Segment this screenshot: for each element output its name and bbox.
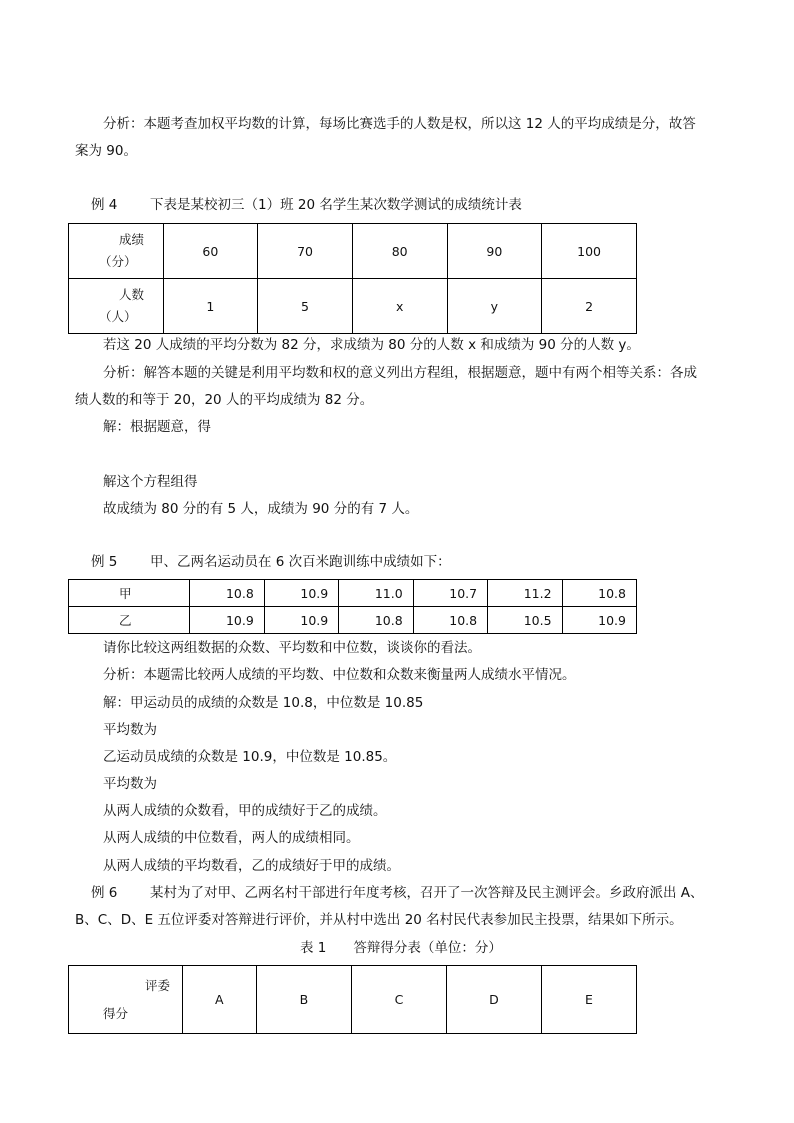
table-cell: 10.7 — [413, 580, 487, 607]
table-caption: 表 1 答辩得分表（单位：分） — [300, 940, 502, 956]
table-cell: 10.8 — [562, 580, 636, 607]
header-score: 成绩 — [119, 232, 145, 247]
example-4-analysis-cont: 绩人数的和等于 20，20 人的平均成绩为 82 分。 — [75, 392, 374, 408]
header-score-unit: （分） — [99, 254, 137, 269]
table-cell: 10.9 — [562, 607, 636, 634]
header-count: 人数 — [119, 287, 145, 302]
example-6-text-cont: B、C、D、E 五位评委对答辩进行评价，并从村中选出 20 名村民代表参加民主投票，结果如下所示。 — [75, 912, 683, 928]
example-5-title: 甲、乙两名运动员在 6 次百米跑训练中成绩如下： — [149, 554, 451, 570]
example-4-heading — [91, 196, 522, 214]
example-5-line: 请你比较这两组数据的众数、平均数和中位数，谈谈你的看法。 — [103, 640, 481, 656]
example-4-solve-system: 解这个方程组得 — [103, 474, 198, 490]
example-4-analysis: 分析：解答本题的关键是利用平均数和权的意义列出方程组，根据题意，题中有两个相等关系：各成 — [103, 365, 697, 381]
debate-score-table — [68, 965, 637, 1034]
table-cell: 10.9 — [264, 580, 338, 607]
judge-column-header: D — [446, 966, 541, 1034]
table-cell: y — [447, 279, 542, 334]
header-score: 得分 — [103, 1005, 129, 1021]
example-4-title: 下表是某校初三（1）班 20 名学生某次数学测试的成绩统计表 — [149, 197, 522, 213]
table-cell: 11.2 — [488, 580, 562, 607]
example-5-line: 平均数为 — [103, 722, 157, 738]
table-cell: 10.9 — [190, 607, 264, 634]
score-stat-table — [68, 223, 637, 334]
sprint-times-table — [68, 579, 637, 634]
table-cell: 1 — [163, 279, 258, 334]
example-5-line: 从两人成绩的中位数看，两人的成绩相同。 — [103, 830, 360, 846]
analysis-paragraph: 分析：本题考查加权平均数的计算，每场比赛选手的人数是权，所以这 12 人的平均成绩是分，故答 — [103, 116, 696, 132]
analysis-paragraph-cont: 案为 90。 — [75, 143, 137, 159]
example-4-label: 例 4 — [91, 197, 118, 213]
table-cell: 80 — [352, 224, 447, 279]
example-6-label: 例 6 — [91, 885, 118, 901]
table-cell: 70 — [258, 224, 353, 279]
table-cell: 11.0 — [339, 580, 413, 607]
table-cell: 10.8 — [339, 607, 413, 634]
judge-column-header: A — [182, 966, 256, 1034]
diagonal-header — [69, 966, 183, 1034]
table-cell: 90 — [447, 224, 542, 279]
judge-column-header: E — [541, 966, 636, 1034]
example-5-line: 分析：本题需比较两人成绩的平均数、中位数和众数来衡量两人成绩水平情况。 — [103, 667, 576, 683]
table-cell: 5 — [258, 279, 353, 334]
row-name: 乙 — [69, 607, 190, 634]
judge-column-header: B — [256, 966, 351, 1034]
example-4-solution: 解：根据题意，得 — [103, 419, 211, 435]
judge-column-header: C — [351, 966, 446, 1034]
example-5-line: 解：甲运动员的成绩的众数是 10.8，中位数是 10.85 — [103, 695, 424, 711]
table-cell: 10.8 — [413, 607, 487, 634]
table-cell: 2 — [542, 279, 637, 334]
table-cell: 10.9 — [264, 607, 338, 634]
example-4-answer: 故成绩为 80 分的有 5 人，成绩为 90 分的有 7 人。 — [103, 501, 419, 517]
example-5-line: 平均数为 — [103, 776, 157, 792]
header-judges: 评委 — [145, 977, 171, 993]
table-cell: 100 — [542, 224, 637, 279]
table-row-header — [69, 279, 164, 334]
example-5-line: 从两人成绩的平均数看，乙的成绩好于甲的成绩。 — [103, 858, 400, 874]
example-5-line: 从两人成绩的众数看，甲的成绩好于乙的成绩。 — [103, 803, 387, 819]
example-4-question: 若这 20 人成绩的平均分数为 82 分，求成绩为 80 分的人数 x 和成绩为 90 分的人数 y。 — [103, 337, 640, 353]
row-name: 甲 — [69, 580, 190, 607]
table-cell: 10.5 — [488, 607, 562, 634]
example-6-text: 某村为了对甲、乙两名村干部进行年度考核，召开了一次答辩及民主测评会。乡政府派出 A、 — [149, 885, 704, 901]
example-5-line: 乙运动员成绩的众数是 10.9，中位数是 10.85。 — [103, 749, 397, 765]
table-cell: 60 — [163, 224, 258, 279]
example-5-label: 例 5 — [91, 554, 118, 570]
table-cell: x — [352, 279, 447, 334]
example-5-heading — [91, 553, 451, 571]
table-cell: 10.8 — [190, 580, 264, 607]
table-row-header — [69, 224, 164, 279]
example-6-heading — [91, 884, 704, 902]
header-count-unit: （人） — [99, 309, 137, 324]
